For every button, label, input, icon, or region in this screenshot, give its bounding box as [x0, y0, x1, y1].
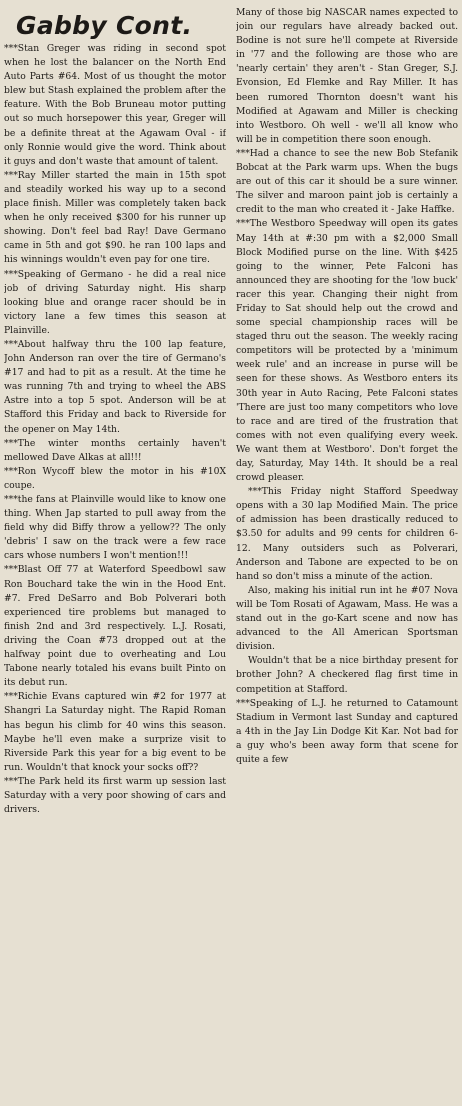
left-column — [4, 6, 226, 1106]
paragraph: Also, making his initial run int he #07 Nova will be Tom Rosati of Agawam, Mass. He was a stand out in the go-Kart scene and now has advanced to the All American Sportsman division. — [236, 584, 458, 653]
paragraph: ***Richie Evans captured win #2 for 1977 at Shangri La Saturday night. The Rapid Roman has begun his climb for 40 wins this season. Maybe he'll even make a surprize visit to Riverside Park this year for a big event to be run. Wouldn't that knock your socks off?? — [4, 691, 226, 773]
right-column — [236, 6, 458, 1106]
paragraph: ***About halfway thru the 100 lap feature, John Anderson ran over the tire of Germano's #17 and had to pit as a result. At the time he was running 7th and trying to wheel the ABS Astre into a top 5 spot. Anderson will be at Stafford this Friday and back to Riverside for the opener on May 14th. — [4, 338, 226, 435]
paragraph: ***Ron Wycoff blew the motor in his #10X coupe. — [4, 465, 226, 491]
paragraph: ***Stan Greger was riding in second spot when he lost the balancer on the North End Auto Parts #64. Most of us thought the motor blew but Stash explained the problem after the feature. With the Bob Bruneau motor putting out so much horsepower this year, Greger will be a definite threat at the Agawam Oval - if only Ronnie would give the word. Think about it guys and don't waste that amount of talent. — [4, 43, 226, 167]
paragraph: ***Had a chance to see the new Bob Stefanik Bobcat at the Park warm ups. When the bugs are out of this car it should be a sure winner. The silver and maroon paint job is certainly a credit to the man who created it - Jake Haffke. — [236, 147, 458, 216]
paragraph: ***The winter months certainly haven't mellowed Dave Alkas at all!!! — [4, 437, 226, 463]
paragraph: ***This Friday night Stafford Speedway opens with a 30 lap Modified Main. The price of admission has been drastically reduced to $3.50 for adults and 99 cents for children 6-12. Many outsiders such as Polverari, Anderson and Tabone are expected to be on hand so don't miss a minute of the action. — [236, 486, 458, 582]
article-title: Gabby Cont. — [16, 11, 193, 40]
article-columns — [4, 6, 458, 1106]
paragraph: Wouldn't that be a nice birthday present for brother John? A checkered flag first time in competition at Stafford. — [236, 655, 458, 695]
paragraph: ***The Westboro Speedway will open its gates May 14th at #:30 pm with a $2,000 Small Block Modified purse on the line. With $425 going to the winner, Pete Falconi has announced they are shooting for the 'low buck' racer this year. Changing their night from Friday to Sat should help out the crowd and some special championship races will be staged thru out the season. The weekly racing competitors will be protected by a 'minimum week rule' and an increase in purse will be seen for these shows. As Westboro enters its 30th year in Auto Racing, Pete Falconi states 'There are just too many competitors who love to race and are tired of the frustration that comes with not even qualifying every week. We want them at Westboro'. Don't forget the day, Saturday, May 14th. It should be a real crowd pleaser. — [236, 218, 458, 484]
paragraph: ***Ray Miller started the main in 15th spot and steadily worked his way up to a second place finish. Miller was completely taken back when he only received $300 for his runner up showing. Don't feel bad Ray! Dave Germano came in 5th and got $90. he ran 100 laps and his winnings wouldn't even pay for one tire. — [4, 169, 226, 266]
paragraph: Many of those big NASCAR names expected to join our regulars have already backed out. Bodine is not sure he'll compete at Riverside in '77 and the following are those who are 'nearly certain' they aren't - Stan Greger, S.J. Evonsion, Ed Flemke and Ray Miller. It has been rumored Thornton doesn't want his Modified at Agawam and Miller is checking into Westboro. Oh well - we'll all know who will be in competition there soon enough. — [236, 7, 458, 145]
paragraph: ***Speaking of L.J. he returned to Catamount Stadium in Vermont last Sunday and captured a 4th in the Jay Lin Dodge Kit Kar. Not bad for a guy who's been away form that scene for quite a few — [236, 697, 458, 765]
paragraph: ***The Park held its first warm up session last Saturday with a very poor showing of cars and drivers. — [4, 775, 226, 816]
paragraph: ***Speaking of Germano - he did a real nice job of driving Saturday night. His sharp looking blue and orange racer should be in victory lane a few times this season at Plainville. — [4, 268, 226, 336]
paragraph: ***Blast Off 77 at Waterford Speedbowl saw Ron Bouchard take the win in the Hood Ent. #7. Fred DeSarro and Bob Polverari both experienced tire problems but managed to finish 2nd and 3rd respectively. L.J. Rosati, driving the Coan #73 dropped out at the halfway point due to overheating and Lou Tabone nearly totaled his evans built Pinto on its debut run. — [4, 564, 226, 689]
paragraph: ***the fans at Plainville would like to know one thing. When Jap started to pull away from the field why did Biffy throw a yellow?? The only 'debris' I saw on the track were a few race cars whose numbers I won't mention!!! — [4, 494, 226, 562]
